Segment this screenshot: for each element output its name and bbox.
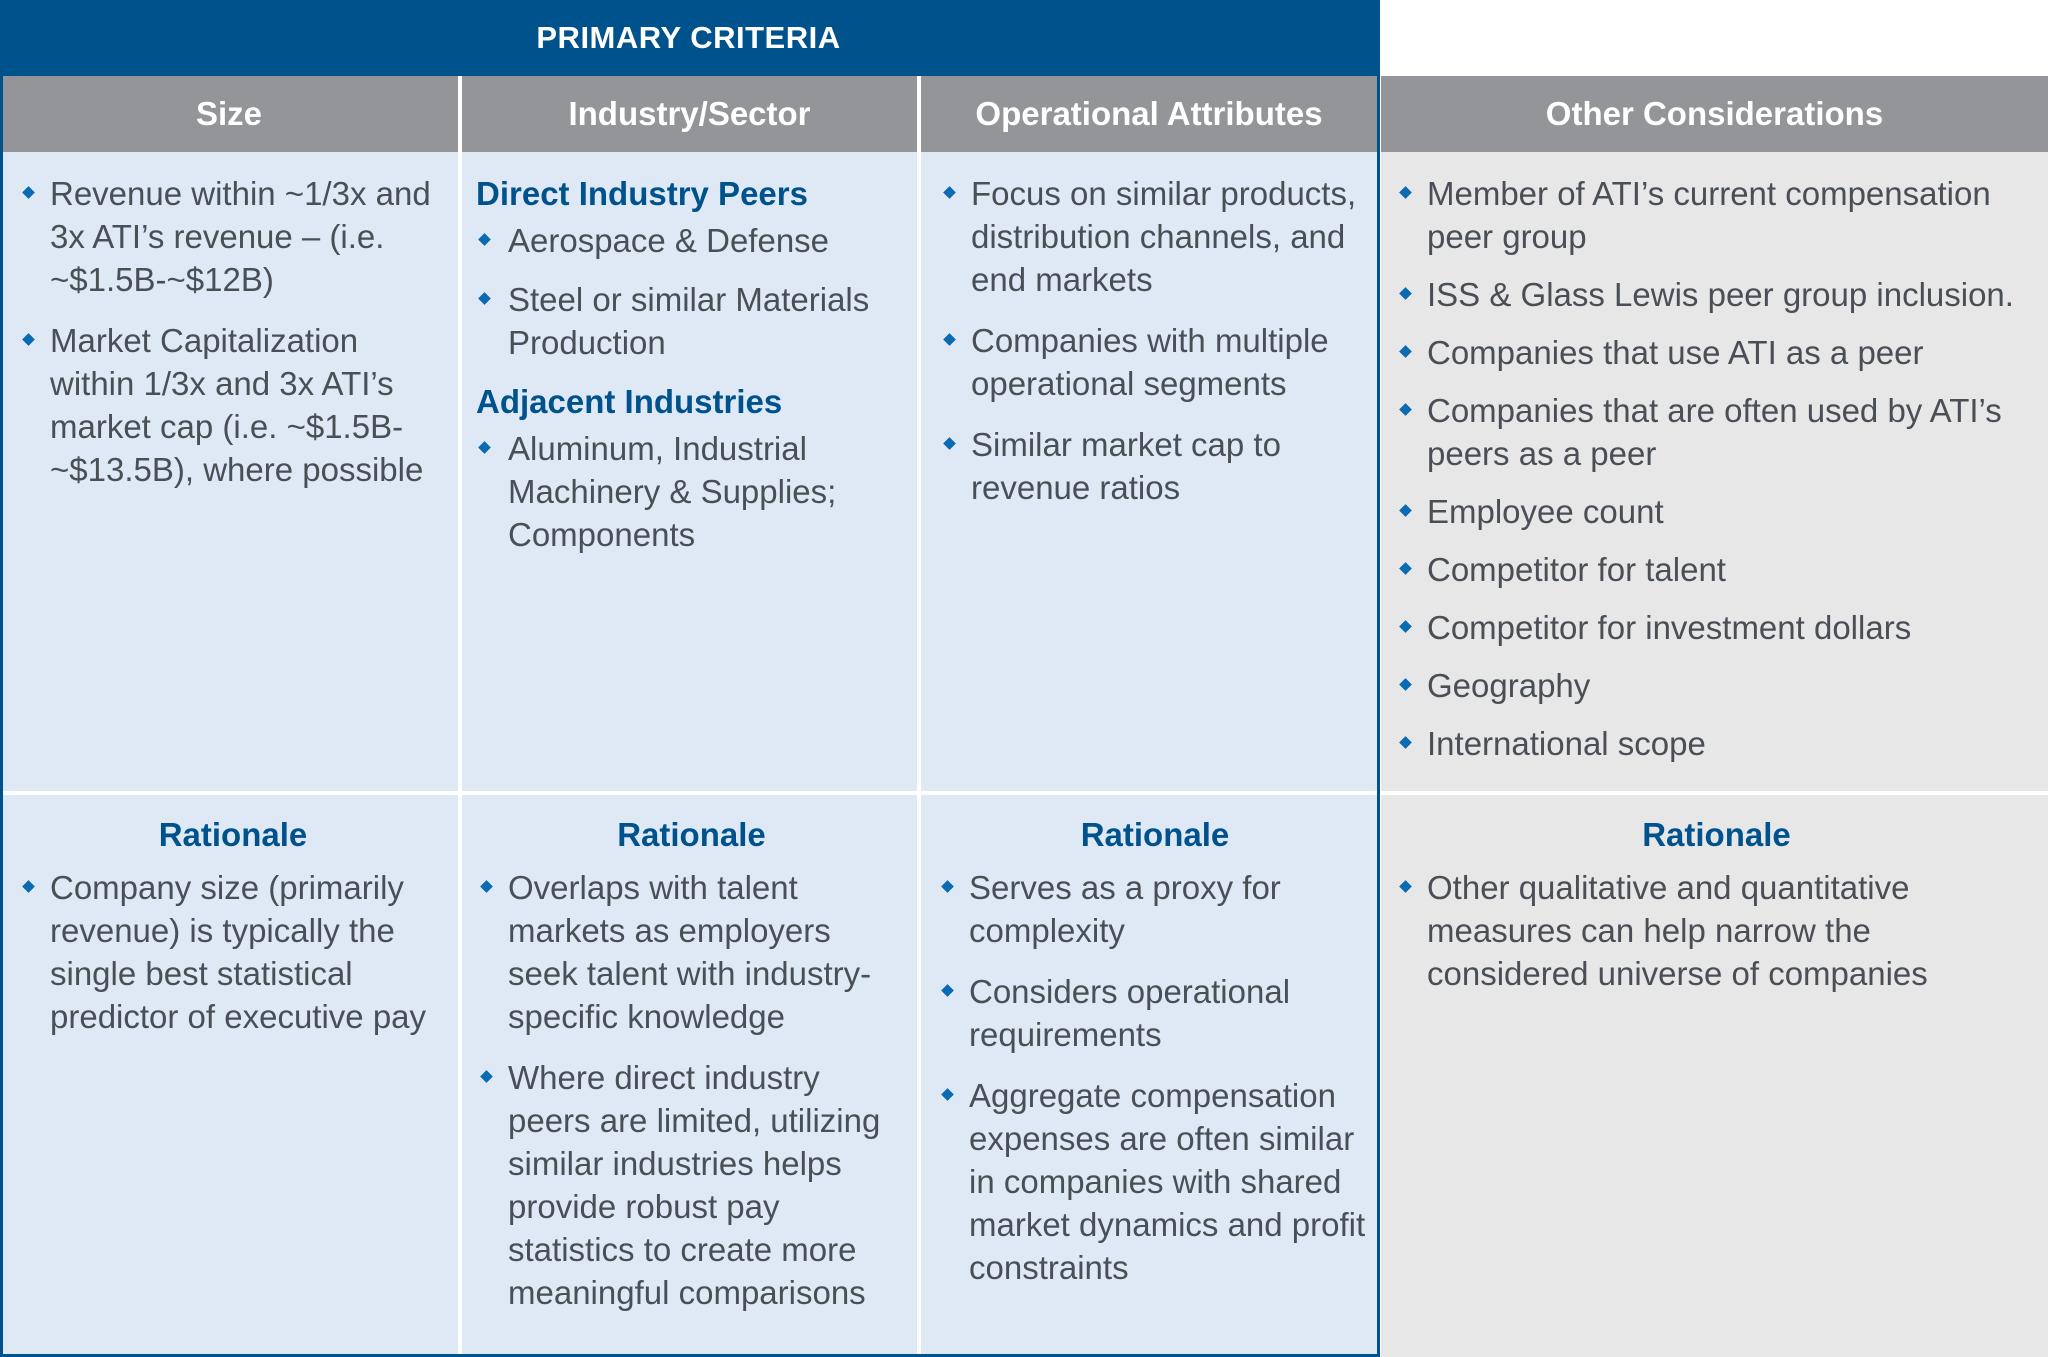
list-item: Employee count: [1397, 490, 2042, 533]
other-considerations-list: [1397, 172, 2042, 765]
list-item: Geography: [1397, 664, 2042, 707]
list-item: International scope: [1397, 722, 2042, 765]
size-rationale-cell: [0, 795, 458, 1357]
list-item: Company size (primarily revenue) is typically the single best statistical predictor of executive pay: [20, 866, 446, 1038]
list-item: Aerospace & Defense: [476, 219, 905, 262]
rationale-title: Rationale: [617, 816, 766, 853]
row-divider: [0, 791, 2048, 795]
adjacent-industries-list: [476, 427, 905, 556]
list-item: Serves as a proxy for complexity: [939, 866, 1371, 952]
list-item: Other qualitative and quantitative measures can help narrow the considered universe of companies: [1397, 866, 2036, 995]
size-criteria-list: [20, 172, 446, 491]
direct-industry-peers-list: [476, 219, 905, 364]
industry-criteria-cell: [462, 152, 917, 791]
column-divider: [458, 76, 462, 1357]
list-item: Aggregate compensation expenses are often similar in companies with shared market dynamics and profit constraints: [939, 1074, 1371, 1289]
rationale-title: Rationale: [158, 816, 308, 853]
header-industry-sector: Industry/Sector: [462, 76, 917, 152]
rationale-title: Rationale: [1080, 816, 1230, 853]
primary-criteria-banner: PRIMARY CRITERIA: [0, 0, 1377, 76]
list-item: Companies with multiple operational segments: [941, 319, 1365, 405]
list-item: Aluminum, Industrial Machinery & Supplies; Components: [476, 427, 905, 556]
list-item: Steel or similar Materials Production: [476, 278, 905, 364]
list-item: Competitor for investment dollars: [1397, 606, 2042, 649]
header-other-considerations: Other Considerations: [1381, 76, 2048, 152]
rationale-title: Rationale: [1642, 816, 1791, 853]
industry-rationale-cell: [462, 795, 917, 1357]
list-item: Similar market cap to revenue ratios: [941, 423, 1365, 509]
other-considerations-cell: [1381, 152, 2048, 791]
operational-rationale-cell: [921, 795, 1377, 1357]
column-divider: [917, 76, 921, 1357]
list-item: Member of ATI’s current compensation peer group: [1397, 172, 2042, 258]
size-rationale-list: [20, 866, 446, 1038]
list-item: Considers operational requirements: [939, 970, 1371, 1056]
other-rationale-cell: [1381, 795, 2048, 1357]
list-item: Focus on similar products, distribution channels, and end markets: [941, 172, 1365, 301]
list-item: ISS & Glass Lewis peer group inclusion.: [1397, 273, 2042, 316]
direct-industry-peers-title: Direct Industry Peers: [476, 175, 808, 212]
list-item: Companies that use ATI as a peer: [1397, 331, 2042, 374]
operational-criteria-cell: [921, 152, 1377, 791]
adjacent-industries-title: Adjacent Industries: [476, 383, 783, 420]
industry-rationale-list: [478, 866, 905, 1314]
list-item: Competitor for talent: [1397, 548, 2042, 591]
list-item: Market Capitalization within 1/3x and 3x ATI’s market cap (i.e. ~$1.5B-~$13.5B), where possible: [20, 319, 446, 491]
header-operational-attributes: Operational Attributes: [921, 76, 1377, 152]
list-item: Where direct industry peers are limited, utilizing similar industries helps provide robust pay statistics to create more meaningful comparisons: [478, 1056, 905, 1314]
operational-criteria-list: [941, 172, 1365, 509]
operational-rationale-list: [939, 866, 1371, 1289]
other-rationale-list: [1397, 866, 2036, 995]
size-criteria-cell: [0, 152, 458, 791]
header-size: Size: [0, 76, 458, 152]
list-item: Overlaps with talent markets as employers seek talent with industry-specific knowledge: [478, 866, 905, 1038]
list-item: Companies that are often used by ATI’s peers as a peer: [1397, 389, 2042, 475]
list-item: Revenue within ~1/3x and 3x ATI’s revenue – (i.e. ~$1.5B-~$12B): [20, 172, 446, 301]
